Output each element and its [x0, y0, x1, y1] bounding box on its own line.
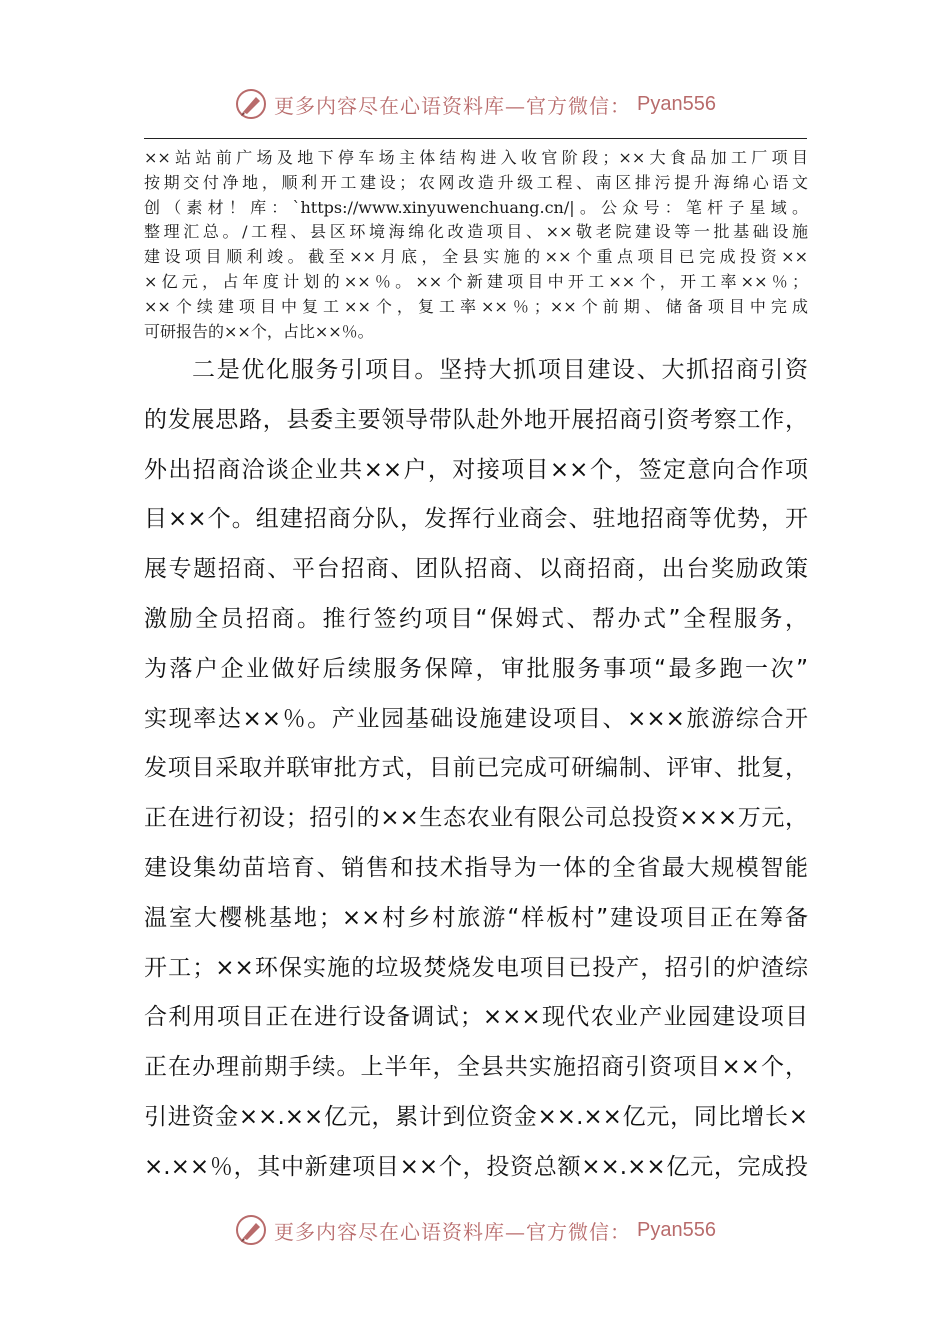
- main-line: 实现率达××％。产业园基础设施建设项目、×××旅游综合开: [144, 705, 808, 732]
- pen-nib-logo-icon: [234, 87, 268, 121]
- small-line: 创（素材！库：`https://www.xinyuwenchuang.cn/|。公众号：笔杆子星域。: [144, 197, 808, 217]
- small-line: ×亿元，占年度计划的××％。××个新建项目中开工××个，开工率××％；: [144, 271, 808, 291]
- small-line: 整理汇总。/工程、县区环境海绵化改造项目、××敬老院建设等一批基础设施: [144, 222, 808, 242]
- main-line: 建设集幼苗培育、销售和技术指导为一体的全省最大规模智能: [144, 854, 808, 881]
- pen-nib-logo-icon: [234, 1213, 268, 1247]
- main-line: 开工；××环保实施的垃圾焚烧发电项目已投产，招引的炉渣综: [144, 954, 808, 981]
- main-line: 外出招商洽谈企业共××户，对接项目××个，签定意向合作项: [144, 456, 808, 483]
- main-line: 发项目采取并联审批方式，目前已完成可研编制、评审、批复，: [144, 755, 808, 782]
- banner-title: 更多内容尽在心语资料库—官方微信：: [274, 1219, 632, 1244]
- main-line: 温室大樱桃基地；××村乡村旅游“样板村”建设项目正在筹备: [144, 904, 808, 931]
- header-banner: [0, 84, 950, 124]
- small-line: 可研报告的××个，占比××％。: [144, 321, 374, 341]
- banner-wechat-id: Pyan556: [637, 1218, 716, 1241]
- main-line: 正在办理前期手续。上半年，全县共实施招商引资项目××个，: [144, 1054, 808, 1081]
- small-line: 按期交付净地，顺利开工建设；农网改造升级工程、南区排污提升海绵心语文: [144, 172, 808, 192]
- small-line: ××站站前广场及地下停车场主体结构进入收官阶段；××大食品加工厂项目: [144, 148, 808, 167]
- banner-title: 更多内容尽在心语资料库—官方微信：: [274, 93, 632, 118]
- main-line: 激励全员招商。推行签约项目“保姆式、帮办式”全程服务，: [144, 605, 808, 632]
- main-line: 目××个。组建招商分队，发挥行业商会、驻地招商等优势，开: [144, 506, 808, 533]
- main-paragraph: [144, 346, 808, 1193]
- main-line: 展专题招商、平台招商、团队招商、以商招商，出台奖励政策: [144, 556, 808, 583]
- main-line: 的发展思路，县委主要领导带队赴外地开展招商引资考察工作，: [144, 406, 808, 433]
- footer-banner: [0, 1210, 950, 1250]
- small-paragraph: [144, 146, 808, 344]
- main-line: 二是优化服务引项目。坚持大抓项目建设、大抓招商引资: [192, 357, 808, 383]
- header-divider: [144, 138, 807, 139]
- main-line: 正在进行初设；招引的××生态农业有限公司总投资×××万元，: [144, 805, 808, 832]
- main-line: 合利用项目正在进行设备调试；×××现代农业产业园建设项目: [144, 1004, 808, 1031]
- small-line: ××个续建项目中复工××个，复工率××％；××个前期、储备项目中完成: [144, 296, 808, 316]
- main-line: 为落户企业做好后续服务保障，审批服务事项“最多跑一次”: [144, 655, 808, 682]
- main-line: ×.××％，其中新建项目××个，投资总额××.××亿元，完成投: [144, 1153, 808, 1180]
- banner-wechat-id: Pyan556: [637, 92, 716, 115]
- main-line: 引进资金××.××亿元，累计到位资金××.××亿元，同比增长×: [144, 1103, 808, 1130]
- small-line: 建设项目顺利竣。截至××月底，全县实施的××个重点项目已完成投资××: [144, 247, 808, 267]
